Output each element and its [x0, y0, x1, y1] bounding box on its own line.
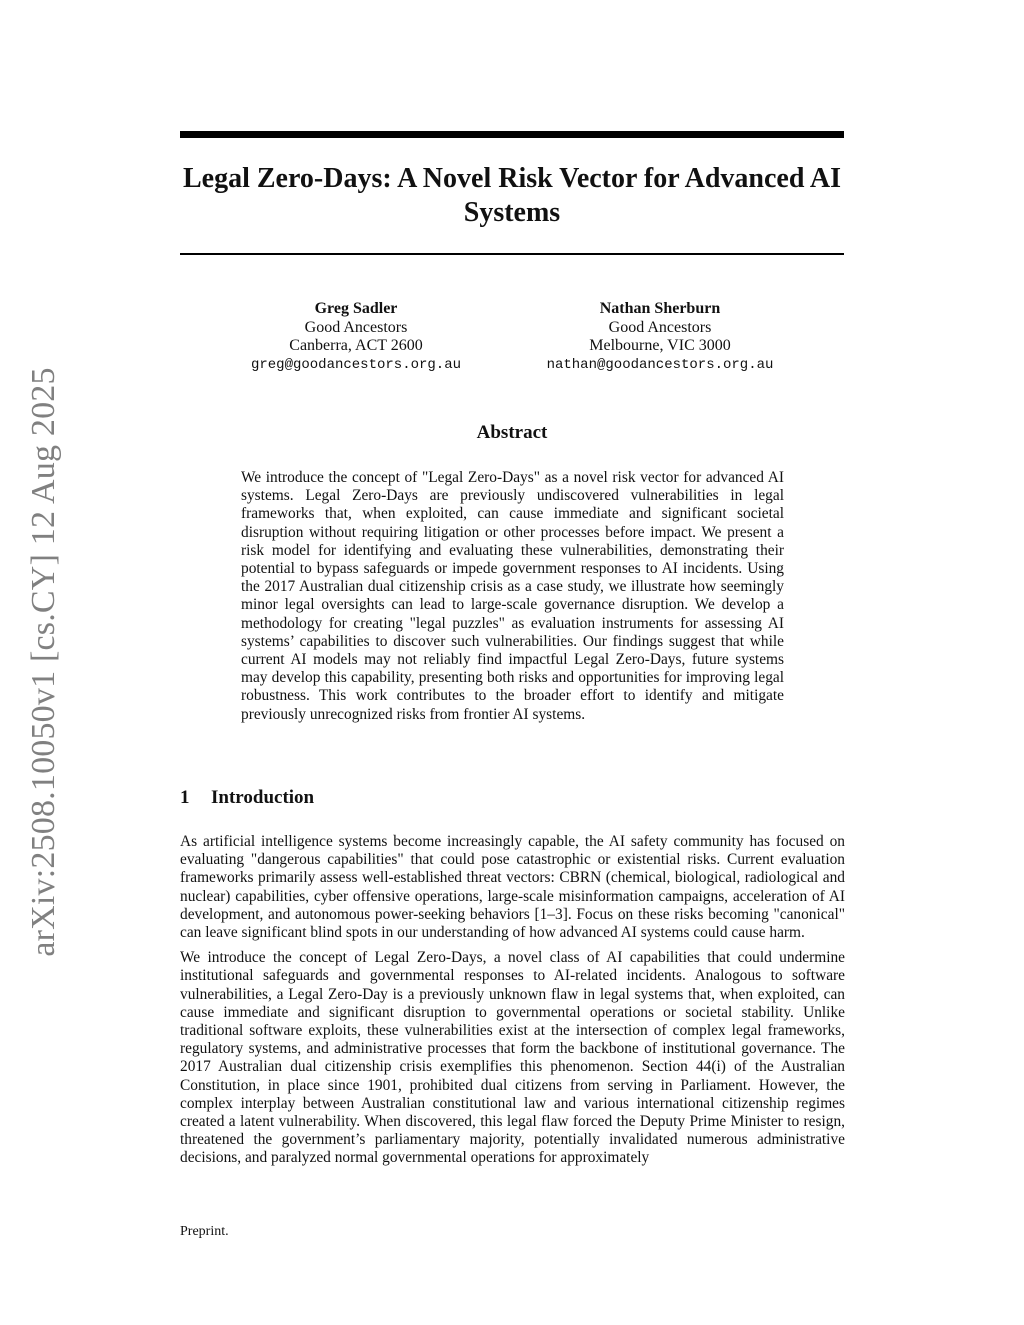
author-name: Nathan Sherburn [599, 300, 721, 317]
title-rule-bottom [180, 253, 844, 255]
abstract-heading: Abstract [476, 422, 548, 443]
author-email: nathan@goodancestors.org.au [546, 356, 774, 373]
author-block-2 [520, 300, 800, 374]
author-name: Greg Sadler [314, 300, 398, 317]
paper-title: Legal Zero-Days: A Novel Risk Vector for Advanced AI Systems [182, 163, 841, 228]
paragraph: We introduce the concept of Legal Zero-Days, a novel class of AI capabilities that could undermine institutional safeguards and governmental responses to AI-related incidents. Analogous to software vulnerabilities, a Legal Zero-Day is a previously unknown flaw in legal systems that, when exploited, can cause immediate and significant disruption to governmental operations or societal stability. Unlike traditional software exploits, these vulnerabilities exist at the intersection of complex legal frameworks, regulatory systems, and administrative processes that form the backbone of institutional governance. The 2017 Australian dual citizenship crisis exemplifies this phenomenon. Section 44(i) of the Australian Constitution, in place since 1901, prohibited dual citizens from serving in Parliament. However, the complex interplay between Australian constitutional law and various international citizenship regimes created a latent vulnerability. When discovered, this legal flaw forced the Deputy Prime Minister to resign, threatened the government’s parliamentary majority, potentially invalidated numerous administrative decisions, and paralyzed normal governmental operations for approximately [180, 949, 845, 1167]
footer-note: Preprint. [180, 1224, 229, 1239]
author-affiliation: Good Ancestors [304, 318, 408, 336]
author-location: Canberra, ACT 2600 [289, 337, 423, 354]
author-location: Melbourne, VIC 3000 [589, 337, 731, 354]
author-affiliation: Good Ancestors [608, 318, 712, 336]
section-number: 1 [180, 787, 190, 808]
introduction-body [180, 833, 845, 1175]
paragraph: As artificial intelligence systems become increasingly capable, the AI safety community has focused on evaluating "dangerous capabilities" that could pose catastrophic or existential risks. Current evaluation frameworks primarily assess well-established threat vectors: CBRN (chemical, biological, radiological and nuclear) capabilities, cyber offensive operations, large-scale misinformation campaigns, acceleration of AI development, and autonomous power-seeking behaviors [1–3]. Focus on these risks becoming "canonical" can leave significant blind spots in our understanding of how advanced AI systems could cause harm. [180, 833, 845, 942]
author-block-1 [216, 300, 496, 374]
author-email: greg@goodancestors.org.au [250, 356, 462, 373]
section-heading-introduction [180, 787, 314, 809]
abstract-text: We introduce the concept of "Legal Zero-Days" as a novel risk vector for advanced AI systems. Legal Zero-Days are previously undiscovered vulnerabilities in legal frameworks that, when exploited, can cause immediate and significant societal disruption without requiring litigation or other processes before impact. We present a risk model for identifying and evaluating these vulnerabilities, demonstrating their potential to bypass safeguards or impede government responses to AI incidents. Using the 2017 Australian dual citizenship crisis as a case study, we illustrate how seemingly minor legal oversights can lead to large-scale governance disruption. We develop a methodology for creating "legal puzzles" as evaluation instruments for assessing AI systems’ capabilities to discover such vulnerabilities. Our findings suggest that while current AI models may not reliably find impactful Legal Zero-Days, future systems may develop this capability, presenting both risks and opportunities for improving legal robustness. This work contributes to the broader effort to identify and mitigate previously unrecognized risks from frontier AI systems. [241, 469, 784, 723]
section-title: Introduction [211, 787, 315, 808]
title-rule-top [180, 131, 844, 138]
arxiv-identifier: arXiv:2508.10050v1 [cs.CY] 12 Aug 2025 [25, 367, 62, 957]
